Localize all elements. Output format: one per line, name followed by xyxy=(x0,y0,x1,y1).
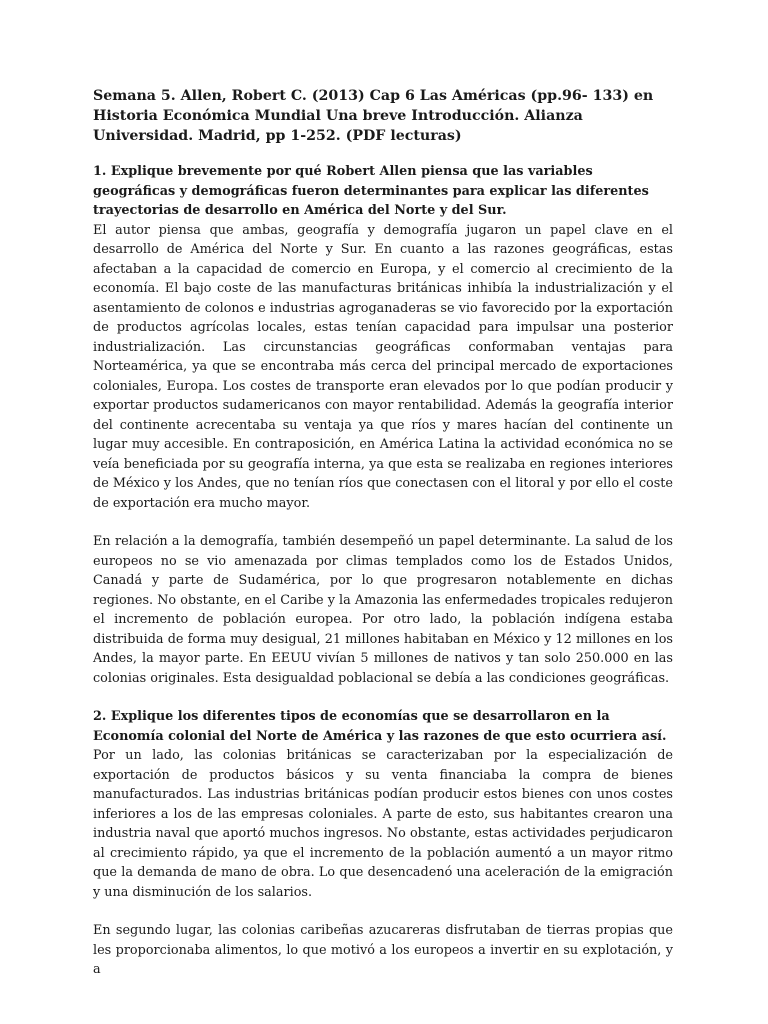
paragraph-spacer xyxy=(93,902,673,921)
document-page xyxy=(93,86,673,980)
answer-2-paragraph-2: En segundo lugar, las colonias caribeñas azucareras disfrutaban de tierras propias que les proporcionaba alimentos, lo que motivó a los europeos a invertir en su explotación, y a xyxy=(93,923,673,977)
question-1: 1. Explique brevemente por qué Robert Allen piensa que las variables geográficas y demográficas fueron determinantes para explicar las diferentes trayectorias de desarrollo en América del Norte y del Sur. xyxy=(93,164,649,218)
answer-1-paragraph-2: En relación a la demografía, también desempeñó un papel determinante. La salud de los europeos no se vio amenazada por climas templados como los de Estados Unidos, Canadá y parte de Sudamérica, por lo que progresaron notablemente en dichas regiones. No obstante, en el Caribe y la Amazonia las enfermedades tropicales redujeron el incremento de población europea. Por otro lado, la población indígena estaba distribuida de forma muy desigual, 21 millones habitaban en México y 12 millones en los Andes, la mayor parte. En EEUU vivían 5 millones de nativos y tan solo 250.000 en las colonias originales. Esta desigualdad poblacional se debía a las condiciones geográficas. xyxy=(93,534,673,686)
question-2: 2. Explique los diferentes tipos de economías que se desarrollaron en la Economía colonial del Norte de América y las razones de que esto ocurriera así. xyxy=(93,709,667,744)
answer-1-paragraph-1: El autor piensa que ambas, geografía y demografía jugaron un papel clave en el desarrollo de América del Norte y Sur. En cuanto a las razones geográficas, estas afectaban a la capacidad de comercio en Europa, y el comercio al crecimiento de la economía. El bajo coste de las manufacturas británicas inhibía la industrialización y el asentamiento de colonos e industrias agroganaderas se vio favorecido por la exportación de productos agrícolas locales, estas tenían capacidad para impulsar una posterior industrialización. Las circunstancias geográficas conformaban ventajas para Norteamérica, ya que se encontraba más cerca del principal mercado de exportaciones coloniales, Europa. Los costes de transporte eran elevados por lo que podían producir y exportar productos sudamericanos con mayor rentabilidad. Además la geografía interior del continente acrecentaba su ventaja ya que ríos y mares hacían del continente un lugar muy accesible. En contraposición, en América Latina la actividad económica no se veía beneficiada por su geografía interna, ya que esta se realizaba en regiones interiores de México y los Andes, que no tenían ríos que conectasen con el litoral y por ello el coste de exportación era mucho mayor. xyxy=(93,222,673,511)
paragraph-spacer xyxy=(93,688,673,707)
answer-2-paragraph-1: Por un lado, las colonias británicas se caracterizaban por la especialización de exportación de productos básicos y su venta financiaba la compra de bienes manufacturados. Las industrias británicas podían producir estos bienes con unos costes inferiores a los de las empresas coloniales. A parte de esto, sus habitantes crearon una industria naval que aportó muchos ingresos. No obstante, estas actividades perjudicaron al crecimiento rápido, ya que el incremento de la población aumentó a un mayor ritmo que la demanda de mano de obra. Lo que desencadenó una aceleración de la emigración y una disminución de los salarios. xyxy=(93,748,673,900)
paragraph-spacer xyxy=(93,513,673,532)
document-title: Semana 5. Allen, Robert C. (2013) Cap 6 Las Américas (pp.96- 133) en Historia Económica Mundial Una breve Introducción. Alianza Universidad. Madrid, pp 1-252. (PDF lecturas) xyxy=(93,88,654,144)
